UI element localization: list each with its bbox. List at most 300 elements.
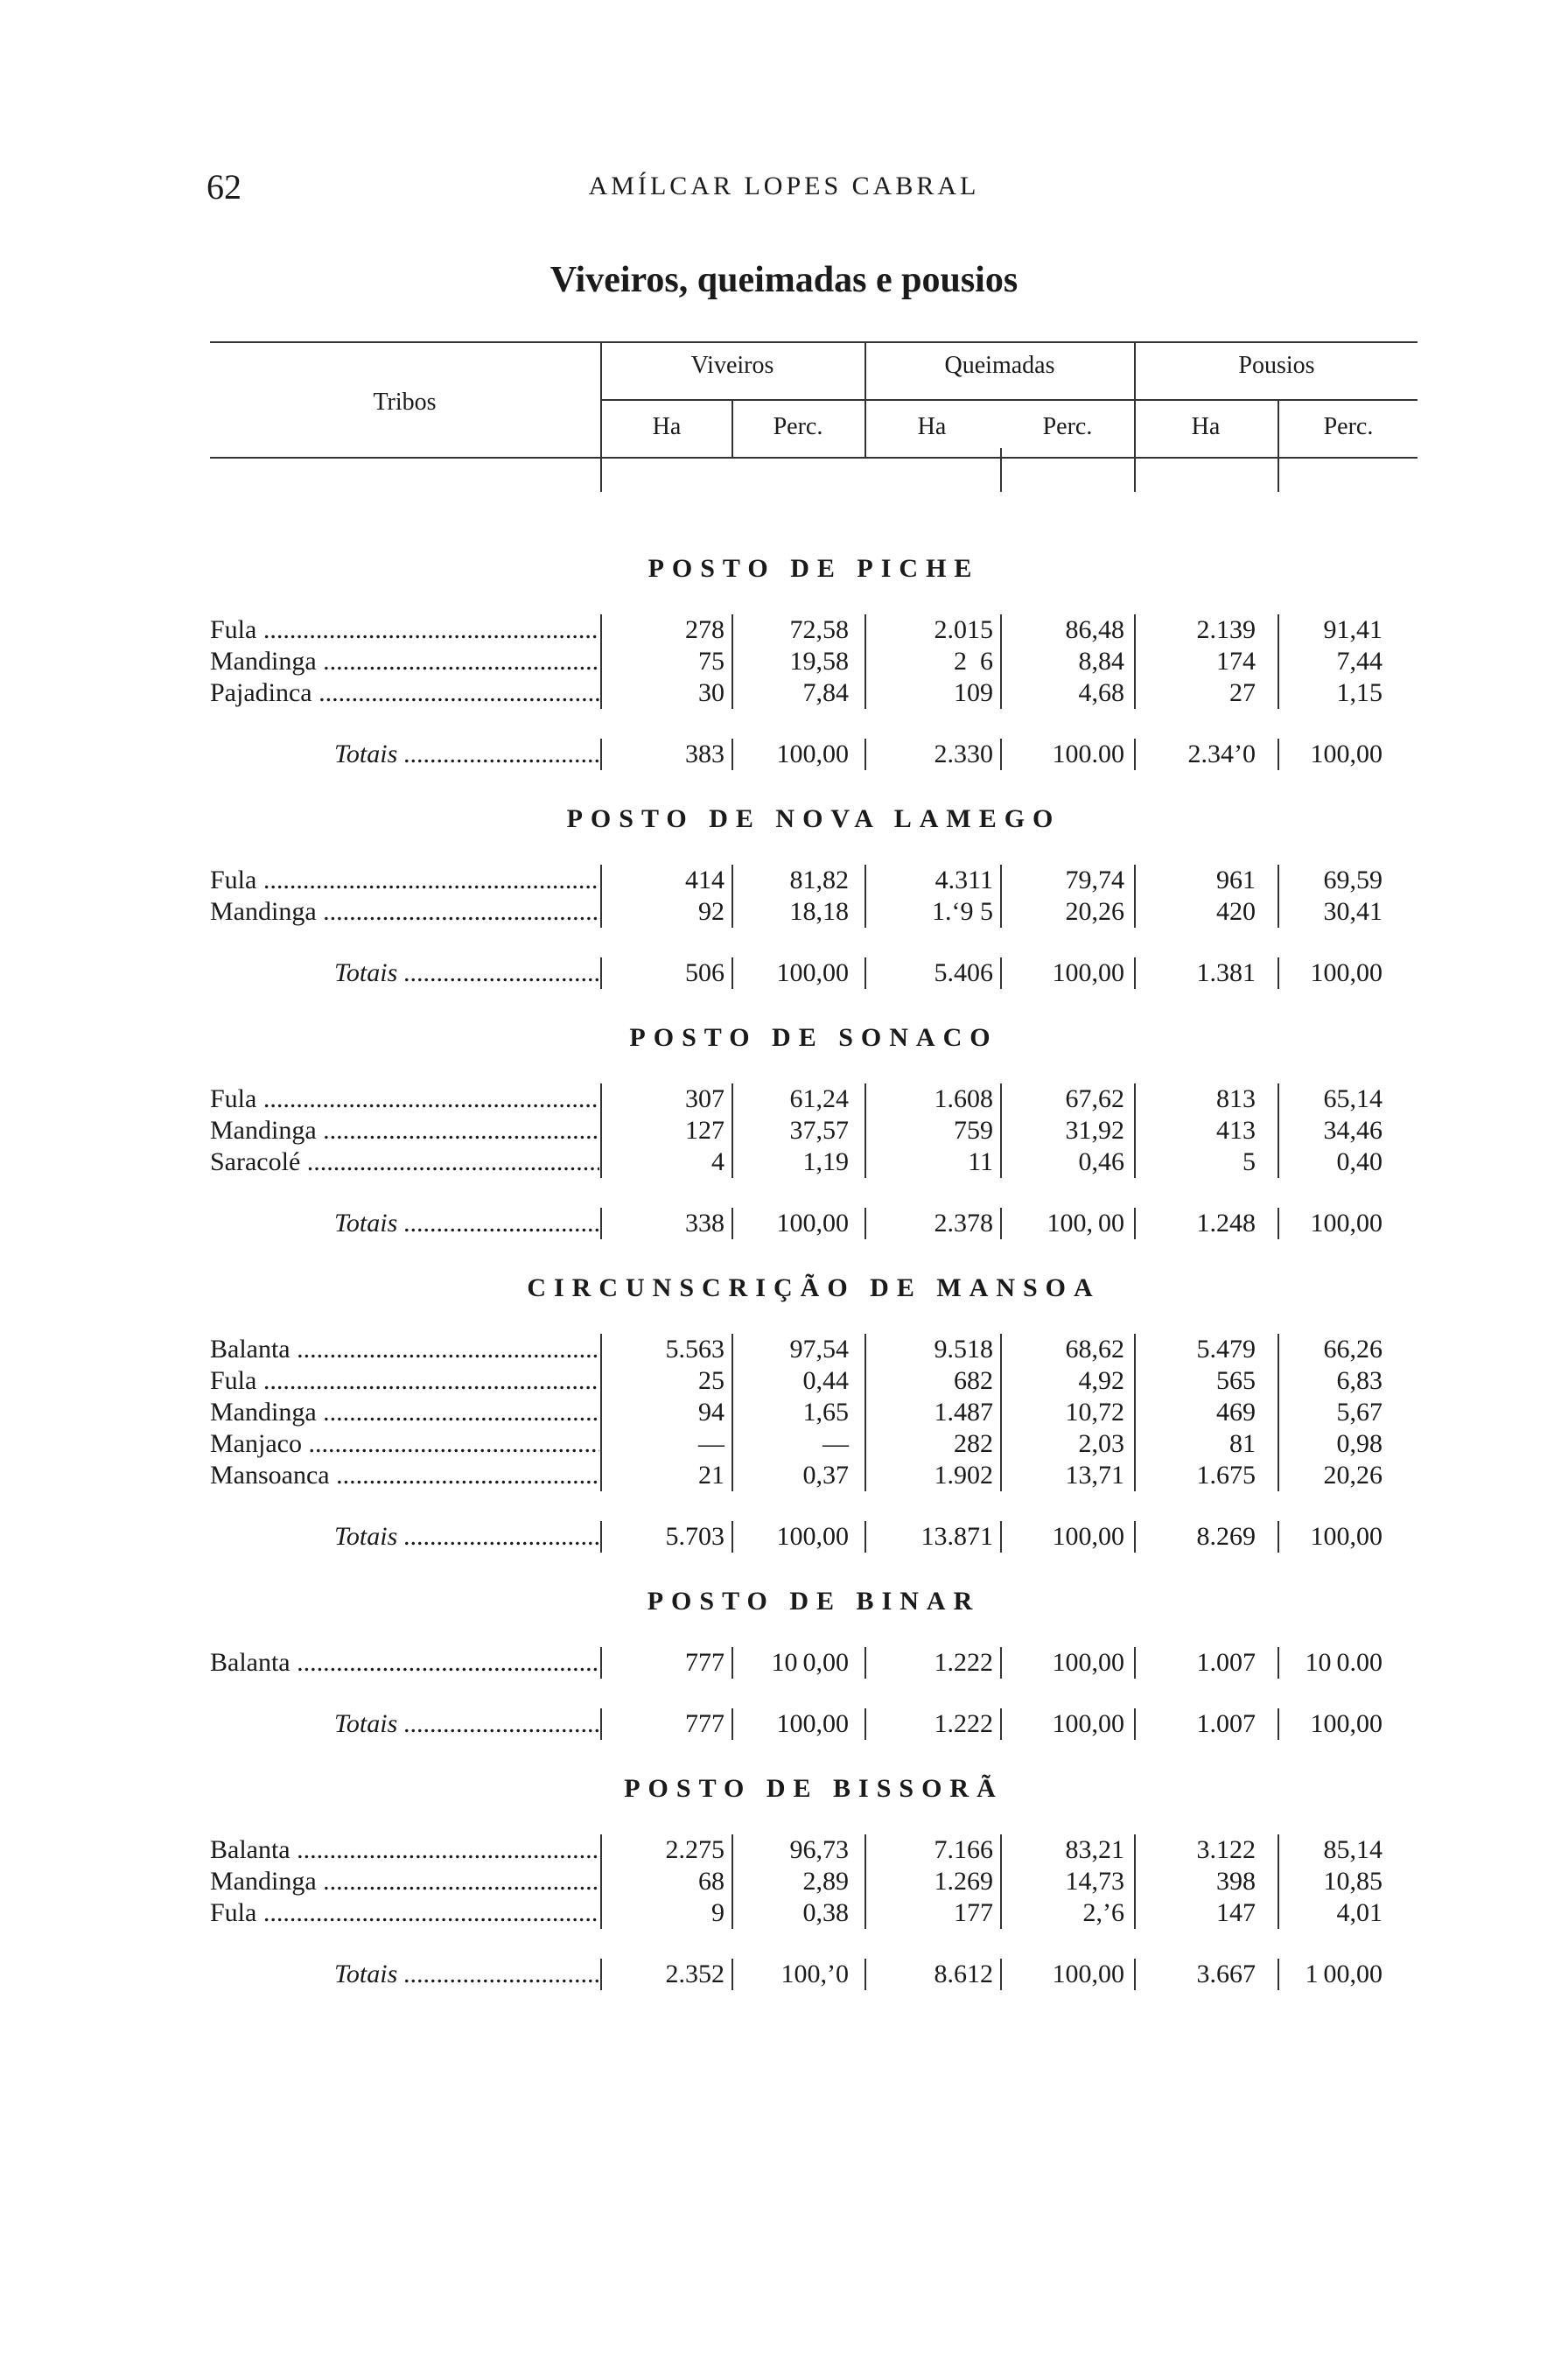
viveiros-ha-cell: 338 bbox=[685, 1209, 724, 1238]
pousios-perc-cell: 100,00 bbox=[1310, 958, 1382, 987]
queimadas-perc-cell: 31,92 bbox=[1065, 1116, 1124, 1145]
running-head: AMÍLCAR LOPES CABRAL bbox=[588, 172, 980, 200]
spacer bbox=[210, 770, 1418, 803]
table-row bbox=[210, 646, 1418, 677]
column-rule bbox=[1134, 896, 1136, 928]
column-rule bbox=[1278, 1834, 1279, 1866]
total-label: Totais ..... bbox=[210, 957, 599, 989]
column-rule bbox=[732, 739, 733, 770]
column-rule bbox=[864, 1334, 866, 1365]
spacer bbox=[210, 1304, 1418, 1334]
column-rule bbox=[732, 1460, 733, 1491]
queimadas-ha-cell: 109 bbox=[954, 678, 993, 707]
header-queimadas: Queimadas bbox=[944, 352, 1055, 379]
column-rule bbox=[864, 865, 866, 896]
column-rule bbox=[1278, 1115, 1279, 1146]
viveiros-ha-cell: 5.563 bbox=[665, 1335, 724, 1364]
column-rule bbox=[1000, 1647, 1002, 1679]
tribe-name: Pajadinca ..... bbox=[210, 677, 599, 709]
column-rule bbox=[864, 1959, 866, 1990]
queimadas-ha-cell: 2.015 bbox=[934, 615, 993, 644]
queimadas-ha-cell: 11 bbox=[968, 1147, 993, 1176]
pousios-ha-cell: 1.381 bbox=[1196, 958, 1256, 987]
section-heading bbox=[210, 803, 1418, 835]
column-rule bbox=[864, 1866, 866, 1897]
column-rule bbox=[864, 1428, 866, 1460]
queimadas-ha-cell: 759 bbox=[954, 1116, 993, 1145]
column-rule bbox=[1134, 1365, 1136, 1397]
pousios-perc-cell: 0,40 bbox=[1336, 1147, 1382, 1176]
tribe-name: Balanta ..... bbox=[210, 1647, 599, 1679]
viveiros-perc-cell: 10 0,00 bbox=[771, 1648, 849, 1677]
queimadas-perc-cell: 0,46 bbox=[1078, 1147, 1124, 1176]
viveiros-perc-cell: 0,38 bbox=[802, 1898, 849, 1927]
spacer bbox=[210, 1617, 1418, 1647]
queimadas-ha-cell: 1.608 bbox=[934, 1084, 993, 1113]
column-rule bbox=[864, 1397, 866, 1428]
table-row bbox=[210, 677, 1418, 709]
viveiros-perc-cell: 1,65 bbox=[802, 1398, 849, 1427]
pousios-ha-cell: 469 bbox=[1216, 1398, 1256, 1427]
column-rule bbox=[1000, 677, 1002, 709]
header-viveiros-ha: Ha bbox=[652, 413, 682, 440]
queimadas-perc-cell: 83,21 bbox=[1065, 1835, 1124, 1864]
pousios-ha-cell: 5 bbox=[1242, 1147, 1256, 1176]
pousios-ha-cell: 420 bbox=[1216, 897, 1256, 926]
pousios-ha-cell: 8.269 bbox=[1196, 1522, 1256, 1551]
queimadas-ha-cell: 682 bbox=[954, 1366, 993, 1395]
queimadas-ha-cell: 1.902 bbox=[934, 1461, 993, 1490]
column-rule bbox=[1278, 957, 1279, 989]
viveiros-ha-cell: 25 bbox=[698, 1366, 724, 1395]
viveiros-perc-cell: — bbox=[822, 1429, 849, 1458]
viveiros-perc-cell: 18,18 bbox=[789, 897, 849, 926]
column-rule bbox=[732, 957, 733, 989]
column-rule bbox=[600, 1397, 602, 1428]
spacer bbox=[210, 1929, 1418, 1959]
total-label: Totais ..... bbox=[210, 1708, 599, 1740]
total-row bbox=[210, 957, 1418, 989]
pousios-perc-cell: 100,00 bbox=[1310, 1522, 1382, 1551]
table-row bbox=[210, 1428, 1418, 1460]
tribe-name: Fula ..... bbox=[210, 865, 599, 896]
column-rule bbox=[864, 1083, 866, 1115]
spacer bbox=[210, 1553, 1418, 1586]
spacer bbox=[210, 1679, 1418, 1708]
viveiros-perc-cell: 37,57 bbox=[789, 1116, 849, 1145]
queimadas-perc-cell: 100,00 bbox=[1052, 958, 1124, 987]
column-rule bbox=[1134, 1146, 1136, 1178]
table-row bbox=[210, 1365, 1418, 1397]
column-rule bbox=[732, 1897, 733, 1929]
table-row bbox=[210, 614, 1418, 646]
viveiros-ha-cell: 777 bbox=[685, 1709, 724, 1738]
data-table bbox=[210, 341, 1418, 2023]
column-rule bbox=[600, 1708, 602, 1740]
pousios-ha-cell: 147 bbox=[1216, 1898, 1256, 1927]
column-rule bbox=[1000, 1115, 1002, 1146]
queimadas-ha-cell: 9.518 bbox=[934, 1335, 993, 1364]
header-divider bbox=[600, 343, 602, 492]
viveiros-perc-cell: 100,’0 bbox=[780, 1960, 849, 1988]
pousios-perc-cell: 65,14 bbox=[1323, 1084, 1382, 1113]
tribe-name: Saracolé ..... bbox=[210, 1146, 599, 1178]
column-rule bbox=[600, 646, 602, 677]
queimadas-ha-cell: 2 6 bbox=[954, 647, 993, 676]
column-rule bbox=[600, 1897, 602, 1929]
column-rule bbox=[1134, 1334, 1136, 1365]
tribe-name: Fula ..... bbox=[210, 1897, 599, 1929]
pousios-ha-cell: 1.007 bbox=[1196, 1709, 1256, 1738]
pousios-ha-cell: 3.667 bbox=[1196, 1960, 1256, 1988]
queimadas-perc-cell: 100,00 bbox=[1052, 1522, 1124, 1551]
pousios-perc-cell: 10,85 bbox=[1323, 1867, 1382, 1896]
viveiros-ha-cell: 4 bbox=[711, 1147, 724, 1176]
queimadas-ha-cell: 1.222 bbox=[934, 1648, 993, 1677]
viveiros-perc-cell: 61,24 bbox=[789, 1084, 849, 1113]
queimadas-perc-cell: 100.00 bbox=[1052, 740, 1124, 768]
tribe-name: Fula ..... bbox=[210, 1083, 599, 1115]
tribe-name: Mandinga ..... bbox=[210, 896, 599, 928]
table-row bbox=[210, 1897, 1418, 1929]
pousios-ha-cell: 2.34’0 bbox=[1187, 740, 1256, 768]
header-divider bbox=[1134, 343, 1136, 492]
viveiros-ha-cell: 21 bbox=[698, 1461, 724, 1490]
column-rule bbox=[1278, 1428, 1279, 1460]
queimadas-ha-cell: 8.612 bbox=[934, 1960, 993, 1988]
pousios-ha-cell: 2.139 bbox=[1196, 615, 1256, 644]
spacer bbox=[210, 1990, 1418, 2023]
pousios-perc-cell: 0,98 bbox=[1336, 1429, 1382, 1458]
header-pousios-perc: Perc. bbox=[1323, 413, 1374, 440]
tribe-name: Mandinga ..... bbox=[210, 646, 599, 677]
column-rule bbox=[864, 1708, 866, 1740]
viveiros-ha-cell: 414 bbox=[685, 866, 724, 894]
column-rule bbox=[1278, 1708, 1279, 1740]
tribe-name: Mansoanca ..... bbox=[210, 1460, 599, 1491]
column-rule bbox=[864, 1521, 866, 1553]
total-label: Totais ..... bbox=[210, 1959, 599, 1990]
column-rule bbox=[864, 614, 866, 646]
column-rule bbox=[1278, 865, 1279, 896]
column-rule bbox=[1278, 1083, 1279, 1115]
total-label: Totais ..... bbox=[210, 1521, 599, 1553]
column-rule bbox=[1134, 1708, 1136, 1740]
tribe-name: Fula ..... bbox=[210, 1365, 599, 1397]
viveiros-ha-cell: 94 bbox=[698, 1398, 724, 1427]
column-rule bbox=[600, 1146, 602, 1178]
column-rule bbox=[1134, 1897, 1136, 1929]
queimadas-ha-cell: 2.330 bbox=[934, 740, 993, 768]
column-rule bbox=[1134, 677, 1136, 709]
column-rule bbox=[600, 1959, 602, 1990]
column-rule bbox=[1278, 1334, 1279, 1365]
column-rule bbox=[600, 677, 602, 709]
column-rule bbox=[1134, 1083, 1136, 1115]
viveiros-perc-cell: 81,82 bbox=[789, 866, 849, 894]
column-rule bbox=[1000, 1146, 1002, 1178]
table-row bbox=[210, 896, 1418, 928]
viveiros-perc-cell: 100,00 bbox=[776, 740, 849, 768]
queimadas-ha-cell: 177 bbox=[954, 1898, 993, 1927]
pousios-perc-cell: 7,44 bbox=[1336, 647, 1382, 676]
pousios-perc-cell: 91,41 bbox=[1323, 615, 1382, 644]
header-rule bbox=[602, 399, 1418, 401]
table-row bbox=[210, 1460, 1418, 1491]
column-rule bbox=[600, 1834, 602, 1866]
spacer bbox=[210, 1054, 1418, 1083]
viveiros-ha-cell: 9 bbox=[711, 1898, 724, 1927]
queimadas-perc-cell: 10,72 bbox=[1065, 1398, 1124, 1427]
column-rule bbox=[1000, 1521, 1002, 1553]
pousios-perc-cell: 5,67 bbox=[1336, 1398, 1382, 1427]
pousios-ha-cell: 81 bbox=[1229, 1429, 1256, 1458]
column-rule bbox=[732, 865, 733, 896]
column-rule bbox=[1000, 1866, 1002, 1897]
pousios-perc-cell: 100,00 bbox=[1310, 740, 1382, 768]
column-rule bbox=[1000, 1428, 1002, 1460]
column-rule bbox=[1278, 677, 1279, 709]
viveiros-perc-cell: 2,89 bbox=[802, 1867, 849, 1896]
queimadas-ha-cell: 1.222 bbox=[934, 1709, 993, 1738]
section-heading bbox=[210, 1022, 1418, 1054]
queimadas-perc-cell: 4,68 bbox=[1078, 678, 1124, 707]
section-title: POSTO DE BINAR bbox=[647, 1587, 981, 1616]
queimadas-perc-cell: 100,00 bbox=[1052, 1709, 1124, 1738]
column-rule bbox=[600, 1866, 602, 1897]
column-rule bbox=[864, 957, 866, 989]
queimadas-ha-cell: 4.311 bbox=[934, 866, 993, 894]
column-rule bbox=[1000, 614, 1002, 646]
column-rule bbox=[1134, 1521, 1136, 1553]
total-row bbox=[210, 1208, 1418, 1239]
table-row bbox=[210, 865, 1418, 896]
column-rule bbox=[732, 1959, 733, 1990]
column-rule bbox=[864, 739, 866, 770]
queimadas-ha-cell: 7.166 bbox=[934, 1835, 993, 1864]
viveiros-ha-cell: 2.275 bbox=[665, 1835, 724, 1864]
pousios-ha-cell: 1.007 bbox=[1196, 1648, 1256, 1677]
section-title: POSTO DE SONACO bbox=[629, 1023, 998, 1052]
pousios-ha-cell: 174 bbox=[1216, 647, 1256, 676]
column-rule bbox=[864, 1897, 866, 1929]
section-heading bbox=[210, 1773, 1418, 1805]
column-rule bbox=[1000, 1708, 1002, 1740]
queimadas-ha-cell: 1.269 bbox=[934, 1867, 993, 1896]
column-rule bbox=[1278, 1397, 1279, 1428]
queimadas-ha-cell: 5.406 bbox=[934, 958, 993, 987]
queimadas-perc-cell: 100,00 bbox=[1052, 1648, 1124, 1677]
column-rule bbox=[1134, 957, 1136, 989]
viveiros-ha-cell: 278 bbox=[685, 615, 724, 644]
column-rule bbox=[864, 646, 866, 677]
column-rule bbox=[600, 896, 602, 928]
table-body bbox=[210, 474, 1418, 2023]
column-rule bbox=[1000, 1397, 1002, 1428]
header-divider bbox=[732, 399, 733, 457]
total-row bbox=[210, 739, 1418, 770]
queimadas-ha-cell: 1.‘9 5 bbox=[932, 897, 993, 926]
pousios-ha-cell: 565 bbox=[1216, 1366, 1256, 1395]
column-rule bbox=[864, 1208, 866, 1239]
pousios-perc-cell: 1,15 bbox=[1336, 678, 1382, 707]
column-rule bbox=[1134, 865, 1136, 896]
queimadas-perc-cell: 4,92 bbox=[1078, 1366, 1124, 1395]
table-row bbox=[210, 1083, 1418, 1115]
column-rule bbox=[1134, 1834, 1136, 1866]
viveiros-ha-cell: 2.352 bbox=[665, 1960, 724, 1988]
viveiros-ha-cell: 68 bbox=[698, 1867, 724, 1896]
column-rule bbox=[1278, 1460, 1279, 1491]
column-rule bbox=[1278, 1897, 1279, 1929]
queimadas-perc-cell: 20,26 bbox=[1065, 897, 1124, 926]
column-rule bbox=[864, 1647, 866, 1679]
total-label: Totais ..... bbox=[210, 1208, 599, 1239]
column-rule bbox=[600, 1428, 602, 1460]
viveiros-perc-cell: 100,00 bbox=[776, 1709, 849, 1738]
pousios-ha-cell: 27 bbox=[1229, 678, 1256, 707]
section-title: POSTO DE BISSORÃ bbox=[624, 1774, 1004, 1803]
column-rule bbox=[732, 1397, 733, 1428]
pousios-perc-cell: 34,46 bbox=[1323, 1116, 1382, 1145]
section-heading bbox=[210, 553, 1418, 585]
header-divider bbox=[1000, 448, 1002, 492]
pousios-perc-cell: 6,83 bbox=[1336, 1366, 1382, 1395]
pousios-perc-cell: 20,26 bbox=[1323, 1461, 1382, 1490]
column-rule bbox=[1000, 739, 1002, 770]
queimadas-perc-cell: 86,48 bbox=[1065, 615, 1124, 644]
pousios-ha-cell: 3.122 bbox=[1196, 1835, 1256, 1864]
viveiros-ha-cell: — bbox=[698, 1429, 724, 1458]
viveiros-ha-cell: 30 bbox=[698, 678, 724, 707]
pousios-perc-cell: 69,59 bbox=[1323, 866, 1382, 894]
column-rule bbox=[732, 614, 733, 646]
column-rule bbox=[1278, 1521, 1279, 1553]
viveiros-ha-cell: 127 bbox=[685, 1116, 724, 1145]
column-rule bbox=[864, 1834, 866, 1866]
column-rule bbox=[600, 1365, 602, 1397]
column-rule bbox=[732, 1647, 733, 1679]
column-rule bbox=[1134, 1647, 1136, 1679]
column-rule bbox=[864, 1115, 866, 1146]
column-rule bbox=[732, 1083, 733, 1115]
tribe-name: Balanta ..... bbox=[210, 1834, 599, 1866]
column-rule bbox=[732, 1866, 733, 1897]
column-rule bbox=[1278, 739, 1279, 770]
column-rule bbox=[732, 677, 733, 709]
column-rule bbox=[1278, 646, 1279, 677]
column-rule bbox=[732, 1146, 733, 1178]
pousios-perc-cell: 1 00,00 bbox=[1305, 1960, 1382, 1988]
viveiros-ha-cell: 777 bbox=[685, 1648, 724, 1677]
spacer bbox=[210, 1491, 1418, 1521]
column-rule bbox=[1000, 646, 1002, 677]
pousios-ha-cell: 413 bbox=[1216, 1116, 1256, 1145]
viveiros-perc-cell: 0,44 bbox=[802, 1366, 849, 1395]
column-rule bbox=[1000, 1959, 1002, 1990]
queimadas-perc-cell: 2,03 bbox=[1078, 1429, 1124, 1458]
column-rule bbox=[600, 865, 602, 896]
column-rule bbox=[1134, 614, 1136, 646]
queimadas-perc-cell: 100, 00 bbox=[1046, 1209, 1124, 1238]
viveiros-ha-cell: 506 bbox=[685, 958, 724, 987]
column-rule bbox=[864, 677, 866, 709]
queimadas-ha-cell: 2.378 bbox=[934, 1209, 993, 1238]
pousios-perc-cell: 100,00 bbox=[1310, 1709, 1382, 1738]
total-row bbox=[210, 1959, 1418, 1990]
viveiros-perc-cell: 97,54 bbox=[789, 1335, 849, 1364]
column-rule bbox=[864, 896, 866, 928]
header-queimadas-perc: Perc. bbox=[1042, 413, 1093, 440]
total-row bbox=[210, 1708, 1418, 1740]
pousios-perc-cell: 66,26 bbox=[1323, 1335, 1382, 1364]
column-rule bbox=[600, 1647, 602, 1679]
queimadas-perc-cell: 8,84 bbox=[1078, 647, 1124, 676]
viveiros-perc-cell: 1,19 bbox=[802, 1147, 849, 1176]
viveiros-perc-cell: 100,00 bbox=[776, 1522, 849, 1551]
column-rule bbox=[600, 1115, 602, 1146]
column-rule bbox=[1000, 896, 1002, 928]
pousios-ha-cell: 1.675 bbox=[1196, 1461, 1256, 1490]
column-rule bbox=[732, 1834, 733, 1866]
column-rule bbox=[1000, 865, 1002, 896]
viveiros-perc-cell: 96,73 bbox=[789, 1835, 849, 1864]
header-viveiros: Viveiros bbox=[690, 352, 774, 379]
column-rule bbox=[1134, 1866, 1136, 1897]
column-rule bbox=[864, 1365, 866, 1397]
column-rule bbox=[732, 646, 733, 677]
column-rule bbox=[600, 1083, 602, 1115]
column-rule bbox=[732, 1334, 733, 1365]
header-viveiros-perc: Perc. bbox=[773, 413, 823, 440]
tribe-name: Mandinga ..... bbox=[210, 1115, 599, 1146]
column-rule bbox=[864, 1146, 866, 1178]
column-rule bbox=[1278, 1208, 1279, 1239]
viveiros-ha-cell: 92 bbox=[698, 897, 724, 926]
pousios-ha-cell: 961 bbox=[1216, 866, 1256, 894]
viveiros-perc-cell: 19,58 bbox=[789, 647, 849, 676]
header-queimadas-ha: Ha bbox=[917, 413, 947, 440]
section-heading bbox=[210, 1273, 1418, 1304]
column-rule bbox=[1000, 957, 1002, 989]
pousios-perc-cell: 30,41 bbox=[1323, 897, 1382, 926]
pousios-perc-cell: 10 0.00 bbox=[1305, 1648, 1382, 1677]
column-rule bbox=[600, 1521, 602, 1553]
column-rule bbox=[1134, 1428, 1136, 1460]
table-row bbox=[210, 1397, 1418, 1428]
queimadas-ha-cell: 13.871 bbox=[920, 1522, 993, 1551]
spacer bbox=[210, 928, 1418, 957]
total-label: Totais ..... bbox=[210, 739, 599, 770]
column-rule bbox=[1134, 1959, 1136, 1990]
column-rule bbox=[732, 1428, 733, 1460]
queimadas-ha-cell: 1.487 bbox=[934, 1398, 993, 1427]
viveiros-perc-cell: 0,37 bbox=[802, 1461, 849, 1490]
spacer bbox=[210, 1178, 1418, 1208]
section-title: CIRCUNSCRIÇÃO DE MANSOA bbox=[527, 1273, 1101, 1302]
header-rule bbox=[210, 457, 1418, 459]
viveiros-perc-cell: 72,58 bbox=[789, 615, 849, 644]
queimadas-perc-cell: 68,62 bbox=[1065, 1335, 1124, 1364]
tribe-name: Balanta ..... bbox=[210, 1334, 599, 1365]
table-row bbox=[210, 1647, 1418, 1679]
table-row bbox=[210, 1146, 1418, 1178]
tribe-name: Mandinga ..... bbox=[210, 1866, 599, 1897]
queimadas-perc-cell: 79,74 bbox=[1065, 866, 1124, 894]
header-divider bbox=[864, 343, 866, 457]
column-rule bbox=[600, 1208, 602, 1239]
queimadas-perc-cell: 67,62 bbox=[1065, 1084, 1124, 1113]
